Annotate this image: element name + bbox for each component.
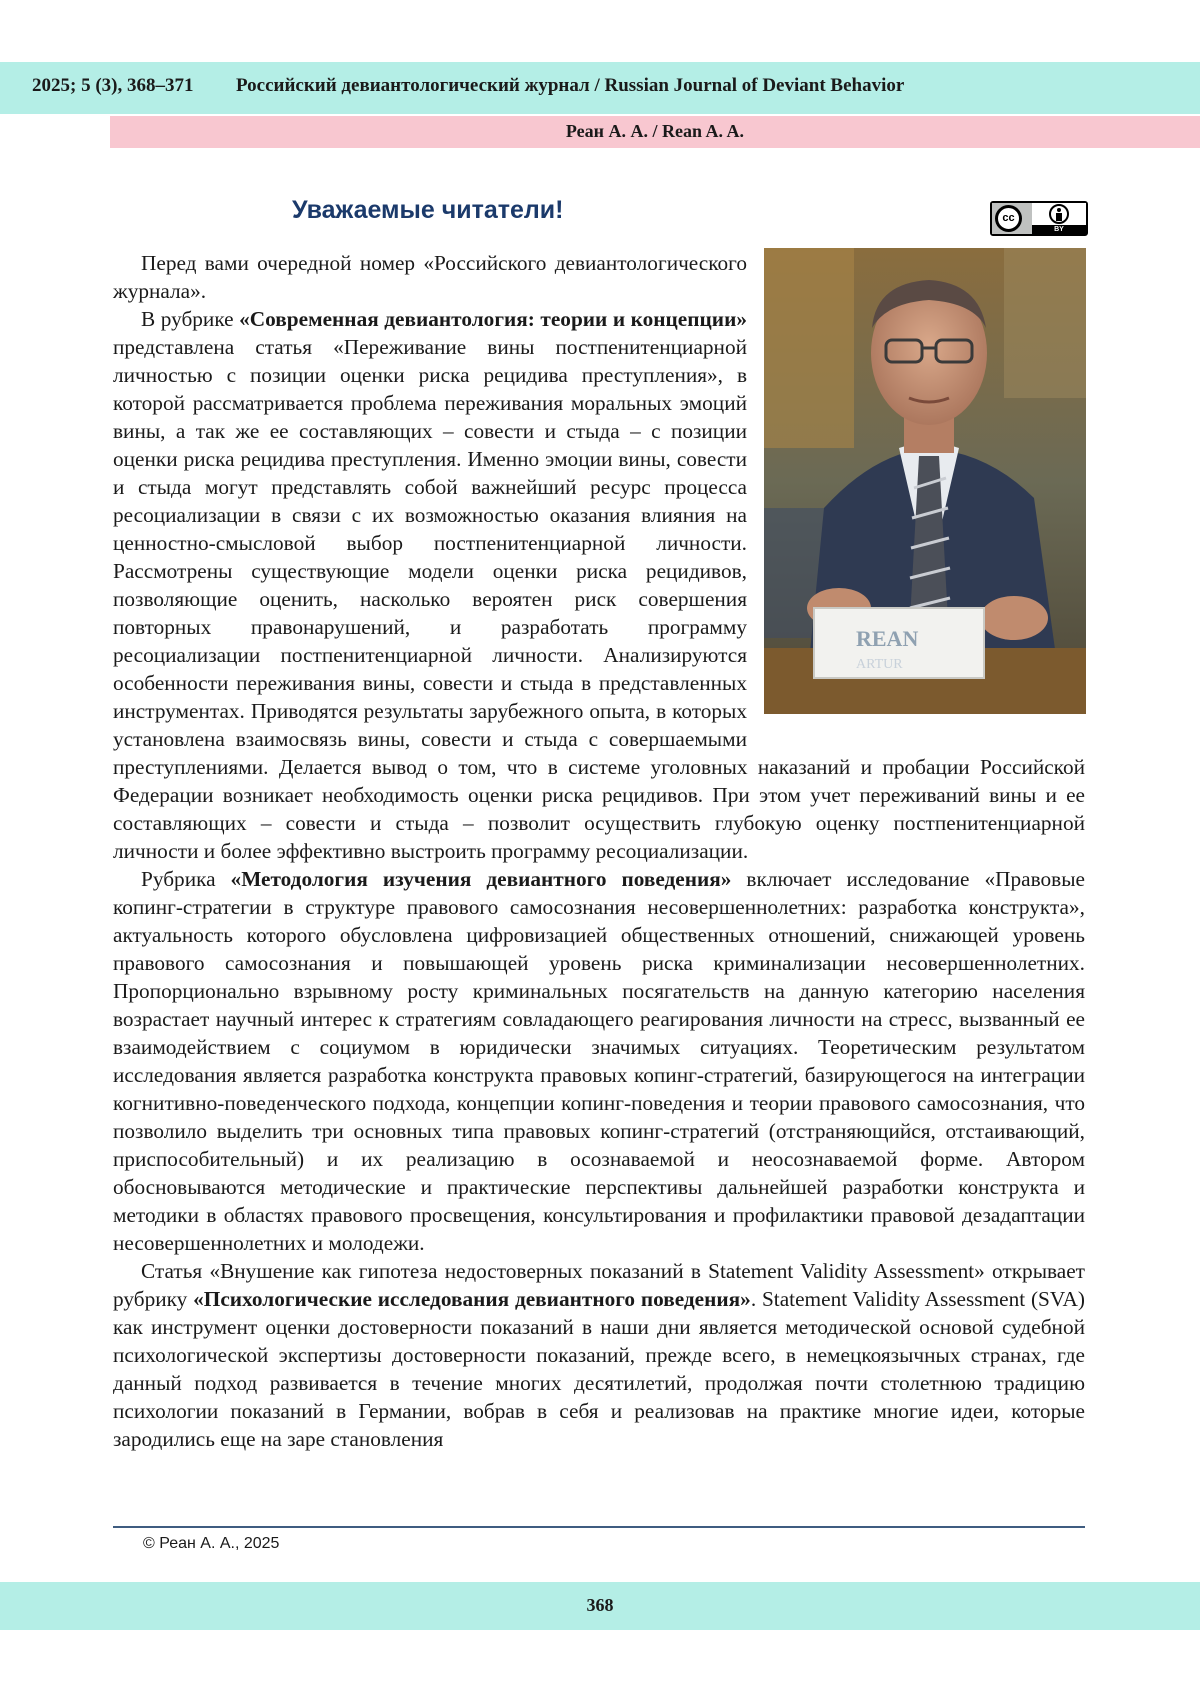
journal-title: Российский девиантологический журнал / Russian Journal of Deviant Behavior [236,75,905,96]
paragraph-4: Статья «Внушение как гипотеза недостоверных показаний в Statement Validity Assessment» открывает рубрику «Психологические исследования девиантного поведения». Statement Validity Assessment (SVA) как инструмент оценки достоверности показаний в наши дни является методической основой судебной психологической экспертизы достоверности показаний, прежде всего, в немецкоязычных странах, где данный подход развивается в течение многих десятилетий, продолжая почти столетнюю традицию психологии показаний в Германии, вобрав в себя и реализовав на практике многие идеи, которые зародились еще на заре становления [113,1259,1086,1451]
cc-logo-icon: cc [995,205,1022,232]
footer-band [0,1582,1200,1630]
nameplate-firstname: ARTUR [856,657,903,672]
rubric-title: «Современная девиантология: теории и концепции» [239,307,747,331]
header-band [0,62,1200,114]
by-label: BY [1032,225,1086,234]
author-band [110,116,1200,148]
person-icon [1049,204,1069,224]
paragraph-1: Перед вами очередной номер «Российского девиантологического журнала». [113,251,747,303]
footnote-divider [113,1526,1085,1528]
article-body [113,249,1085,1453]
page-title: Уважаемые читатели! [292,196,564,224]
cc-by-icon[interactable] [990,201,1088,236]
copyright-note: © Реан А. А., 2025 [143,1535,280,1552]
paragraph-3: Рубрика «Методология изучения девиантного поведения» включает исследование «Правовые копинг-стратегии в структуре правового самосознания несовершеннолетних: разработка конструкта», актуальность которого обусловлена цифровизацией общественных отношений, снижающей уровень правового самосознания и повышающей уровень риска криминализации несовершеннолетних. Пропорционально взрывному росту криминальных посягательств на данную категорию населения возрастает научный интерес к стратегиям совладающего реагирования личности на стресс, вызванный ее взаимодействием с социумом в юридически значимых ситуациях. Теоретическим результатом исследования является разработка конструкта правовых копинг-стратегий, базирующегося на интеграции когнитивно-поведенческого подхода, концепции копинг-поведения и теории правового самосознания, что позволило выделить три основных типа правовых копинг-стратегий (отстраняющийся, отстаивающий, приспособительный) и их реализацию в осознаваемой и неосознаваемой форме. Автором обосновываются методические и практические перспективы дальнейшей разработки конструкта и методики в областях правового просвещения, консультирования и профилактики правовой дезадаптации несовершеннолетних и молодежи. [113,867,1085,1255]
nameplate-surname: REAN [856,626,919,651]
issue-info: 2025; 5 (3), 368–371 [32,75,194,96]
paragraph-2: В рубрике «Современная девиантология: теории и концепции» представлена статья «Переживание вины постпенитенциарной личностью с позиции оценки риска рецидива преступления», в которой рассматривается проблема переживания моральных эмоций вины, а так же ее составляющих – совести и стыда – с позиции оценки риска рецидива преступления. Именно эмоции вины, совести и стыда могут представлять собой важнейший ресурс процесса ресоциализации в связи с их возможностью оказания влияния на ценностно-смысловой выбор постпенитенциарной личности. Рассмотрены существующие модели оценки риска рецидивов, позволяющие оценить, насколько вероятен риск совершения повторных правонарушений, и разработать программу ресоциализации постпенитенциарной личности. Анализируются особенности переживания вины, совести и стыда в представленных инструментах. Приводятся результаты зарубежного опыта, в которых установлена взаимосвязь вины, совести и стыда с совершаемыми преступлениями. Делается вывод о том, что в системе уголовных наказаний и пробации Российской Федерации возникает необходимость оценки риска рецидивов. При этом учет переживаний вины и ее составляющих – совести и стыда – позволит осуществить глубокую оценку постпенитенциарной личности и более эффективно выстроить программу ресоциализации. [113,307,1085,863]
rubric-title: «Методология изучения девиантного поведения» [230,867,732,891]
page-number: 368 [586,1595,614,1615]
rubric-title: «Психологические исследования девиантного поведения» [193,1287,751,1311]
running-author: Реан А. А. / Rean A. A. [565,121,745,141]
